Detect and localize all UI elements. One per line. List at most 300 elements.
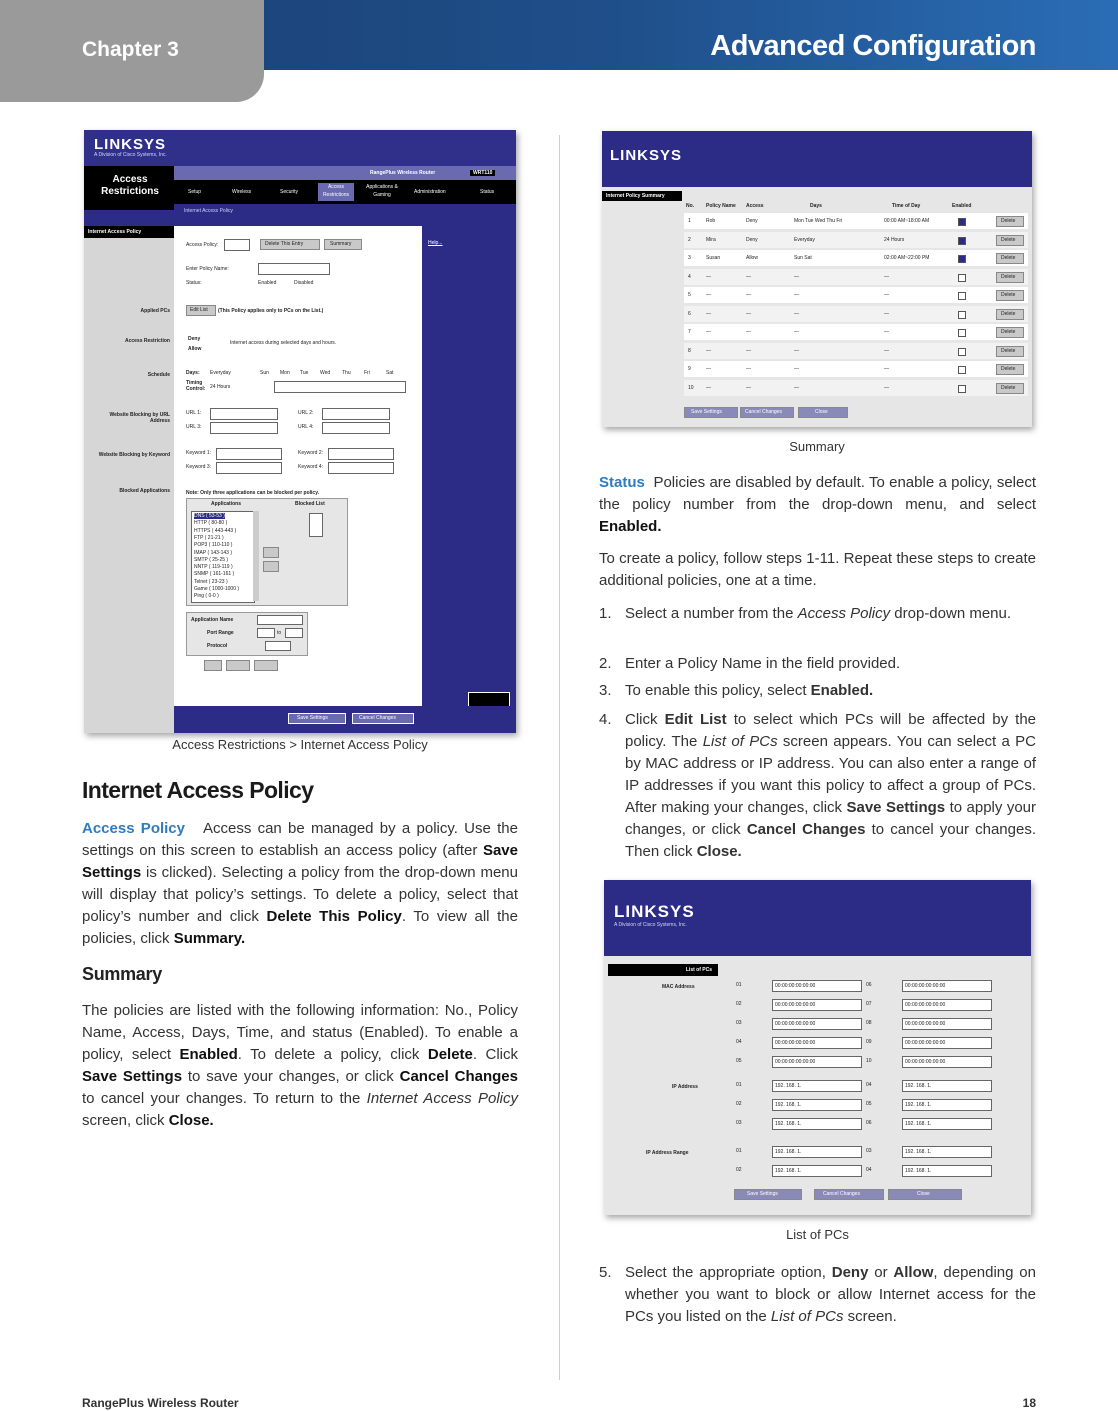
delete-policy-button[interactable] bbox=[996, 235, 1024, 246]
summary-screenshot bbox=[602, 131, 1032, 427]
access-policy-label: Access Policy: bbox=[186, 242, 219, 248]
cell-access: — bbox=[746, 329, 751, 335]
table-row bbox=[684, 232, 1028, 248]
pc-field-value: 192. 168. 1. bbox=[775, 1121, 802, 1127]
applications-table bbox=[186, 498, 348, 606]
cell-time: — bbox=[884, 273, 889, 280]
cell-access: — bbox=[746, 384, 751, 391]
save-settings-button[interactable] bbox=[288, 713, 346, 724]
ip-address-field[interactable] bbox=[902, 1080, 992, 1092]
pc-field-value: 00:00:00:00:00:00 bbox=[775, 1059, 816, 1065]
heading-internet-access-policy: Internet Access Policy bbox=[82, 777, 314, 803]
pc-row-number: 01 bbox=[736, 1148, 742, 1154]
mac-address-field[interactable] bbox=[772, 1037, 862, 1049]
status-bold-enabled: Enabled. bbox=[599, 518, 662, 535]
ip-range-field[interactable] bbox=[902, 1165, 992, 1177]
linksys-logo-sub: A Division of Cisco Systems, Inc. bbox=[94, 152, 167, 158]
label-website-keyword: Website Blocking by Keyword bbox=[98, 452, 170, 458]
edit-list-label: Edit List bbox=[190, 307, 208, 313]
table-row bbox=[684, 213, 1028, 229]
ip-address-label: IP Address bbox=[672, 1084, 698, 1090]
enabled-checkbox[interactable] bbox=[958, 218, 966, 226]
page-title: Access Restrictions bbox=[101, 174, 159, 197]
ip-address-field[interactable] bbox=[902, 1118, 992, 1130]
pcs-topbar bbox=[604, 880, 1031, 956]
hours-24-radio[interactable]: 24 Hours bbox=[210, 384, 231, 390]
step5-number: 5. bbox=[599, 1264, 612, 1281]
cell-time: — bbox=[884, 366, 889, 372]
table-row bbox=[684, 361, 1028, 377]
keyword3-input[interactable] bbox=[216, 462, 282, 474]
enabled-checkbox[interactable] bbox=[958, 385, 966, 393]
cell-days: — bbox=[794, 384, 799, 391]
p2-italic-policy: Internet Access Policy bbox=[366, 1090, 518, 1107]
port-range-label: Port Range bbox=[207, 630, 234, 636]
table-row bbox=[684, 287, 1028, 303]
tab-administration[interactable]: Administration bbox=[414, 189, 446, 195]
deny-radio[interactable]: Deny bbox=[188, 336, 201, 342]
cell-time: — bbox=[884, 347, 889, 354]
model-number: WRT110 bbox=[470, 170, 495, 176]
url3-label: URL 3: bbox=[186, 424, 202, 430]
pc-field-value: 192. 168. 1. bbox=[905, 1083, 932, 1089]
summary-label: Summary bbox=[330, 241, 352, 247]
ip-address-field[interactable] bbox=[772, 1118, 862, 1130]
pc-row-number: 10 bbox=[866, 1058, 872, 1064]
access-policy-lead: Access Policy bbox=[82, 820, 185, 837]
delete-policy-button[interactable] bbox=[996, 216, 1024, 227]
cell-days: — bbox=[794, 292, 799, 298]
delete-custom-button[interactable] bbox=[254, 660, 278, 671]
status-disabled-radio[interactable]: Disabled bbox=[294, 280, 314, 286]
enabled-checkbox[interactable] bbox=[958, 255, 966, 263]
left-section-bar bbox=[84, 226, 174, 238]
application-option[interactable]: HTTPS ( 443-443 ) bbox=[194, 527, 237, 534]
p2-bold-enabled: Enabled bbox=[179, 1046, 238, 1063]
col-policy-name: Policy Name bbox=[706, 203, 736, 209]
day-wed[interactable]: Wed bbox=[320, 370, 331, 376]
pc-field-value: 192. 168. 1. bbox=[905, 1102, 932, 1108]
summary-save-label: Save Settings bbox=[691, 409, 722, 415]
day-mon[interactable]: Mon bbox=[280, 370, 290, 376]
ip-range-label: IP Address Range bbox=[646, 1150, 689, 1156]
pc-row-number: 03 bbox=[736, 1020, 742, 1026]
delete-policy-button[interactable] bbox=[996, 253, 1024, 264]
col-access: Access bbox=[746, 203, 764, 209]
applications-listbox[interactable] bbox=[191, 511, 255, 603]
linksys-logo: LINKSYS bbox=[94, 136, 167, 153]
cell-name: — bbox=[706, 273, 711, 280]
everyday-checkbox[interactable]: Everyday bbox=[210, 370, 231, 376]
subtab-internet-access-policy[interactable]: Internet Access Policy bbox=[184, 208, 233, 214]
apps-header: Applications bbox=[211, 501, 242, 507]
step5-c: or bbox=[868, 1264, 894, 1281]
step4-f: to cancel your changes. Then click bbox=[625, 821, 1036, 860]
delete-policy-button[interactable] bbox=[996, 383, 1024, 394]
delete-policy-button[interactable] bbox=[996, 309, 1024, 320]
tab-status[interactable]: Status bbox=[480, 189, 495, 195]
p2-bold-delete: Delete bbox=[427, 1046, 473, 1063]
enabled-checkbox[interactable] bbox=[958, 348, 966, 356]
cell-name: — bbox=[706, 347, 711, 354]
p2-text-c: . To delete a policy, click bbox=[237, 1046, 428, 1063]
step1-text bbox=[625, 603, 1036, 625]
application-option[interactable]: Game ( 1000-1000 ) bbox=[194, 586, 240, 592]
step1-a: Select a number from the bbox=[625, 605, 798, 622]
allow-radio[interactable]: Allow bbox=[188, 346, 202, 352]
status-enabled-radio[interactable]: Enabled bbox=[258, 280, 277, 286]
cancel-changes-label: Cancel Changes bbox=[359, 715, 396, 721]
pc-row-number: 05 bbox=[736, 1058, 742, 1064]
remove-app-button[interactable] bbox=[263, 561, 279, 572]
enabled-checkbox[interactable] bbox=[958, 237, 966, 245]
application-option[interactable]: SMTP ( 25-25 ) bbox=[194, 556, 229, 563]
keyword1-label: Keyword 1: bbox=[186, 450, 212, 456]
cell-time: — bbox=[884, 384, 889, 391]
add-custom-button[interactable] bbox=[204, 660, 222, 671]
edit-list-note: (This Policy applies only to PCs on the List.) bbox=[218, 308, 324, 314]
summary-button[interactable] bbox=[324, 239, 362, 250]
pc-field-value: 192. 168. 1. bbox=[905, 1149, 932, 1155]
delete-policy-label: Delete bbox=[1001, 236, 1016, 243]
heading-summary: Summary bbox=[82, 964, 162, 984]
label-blocked-apps: Blocked Applications bbox=[119, 488, 170, 494]
step4-bold-edit: Edit List bbox=[664, 711, 727, 728]
step4-d: screen appears. You can select a PC by MAC address or IP address. You can also enter a range of IP addresses if you want this policy to affect a group of PCs. After making your changes, click bbox=[625, 733, 1036, 816]
cell-days: Mon Tue Wed Thu Fri bbox=[794, 218, 843, 224]
keyword4-input[interactable] bbox=[328, 462, 394, 474]
tab-setup[interactable]: Setup bbox=[188, 189, 202, 195]
application-option[interactable]: Telnet ( 23-23 ) bbox=[194, 578, 228, 585]
custom-app-form bbox=[186, 612, 308, 656]
pc-field-value: 192. 168. 1. bbox=[775, 1083, 802, 1089]
cell-name: — bbox=[706, 310, 711, 317]
mac-address-label: MAC Address bbox=[662, 984, 695, 990]
cell-time: 24 Hours bbox=[884, 236, 905, 243]
label-website-url: Website Blocking by URL Address bbox=[109, 412, 170, 424]
product-name: RangePlus Wireless Router bbox=[370, 170, 436, 176]
step2-text: Enter a Policy Name in the field provided. bbox=[625, 655, 901, 672]
delete-entry-label: Delete This Entry bbox=[265, 241, 304, 247]
day-fri[interactable]: Fri bbox=[364, 370, 370, 376]
delete-policy-button[interactable] bbox=[996, 346, 1024, 357]
cell-no: 4 bbox=[688, 273, 691, 280]
step4-number: 4. bbox=[599, 711, 612, 728]
cell-time: 00:00 AM~18:00 AM bbox=[884, 218, 930, 224]
pcs-cancel-label: Cancel Changes bbox=[823, 1191, 860, 1197]
application-option[interactable]: Ping ( 0-0 ) bbox=[194, 593, 219, 600]
pc-field-value: 00:00:00:00:00:00 bbox=[905, 1021, 946, 1027]
app-name-label: Application Name bbox=[191, 617, 234, 623]
pc-row-number: 04 bbox=[866, 1167, 872, 1173]
pc-field-value: 00:00:00:00:00:00 bbox=[775, 1040, 816, 1046]
step5-bold-allow: Allow bbox=[893, 1264, 934, 1281]
mac-address-field[interactable] bbox=[772, 1018, 862, 1030]
step4-italic: List of PCs bbox=[702, 733, 778, 750]
cell-time: 02:00 AM~22:00 PM bbox=[884, 255, 930, 261]
summary-close-button[interactable] bbox=[798, 407, 848, 418]
col-days: Days bbox=[810, 203, 822, 209]
delete-policy-label: Delete bbox=[1001, 310, 1016, 317]
cell-days: — bbox=[794, 366, 799, 372]
step4-bold-save: Save Settings bbox=[846, 799, 946, 816]
pc-row-number: 04 bbox=[866, 1082, 872, 1088]
mac-address-field[interactable] bbox=[902, 980, 992, 992]
cell-access: — bbox=[746, 347, 751, 354]
ip-address-field[interactable] bbox=[902, 1099, 992, 1111]
pcs-close-label: Close bbox=[917, 1191, 930, 1197]
url3-input[interactable] bbox=[210, 422, 278, 434]
step3-bold: Enabled. bbox=[810, 682, 874, 699]
url4-input[interactable] bbox=[322, 422, 390, 434]
col-time: Time of Day bbox=[892, 203, 921, 209]
cell-name: — bbox=[706, 384, 711, 391]
day-sun[interactable]: Sun bbox=[260, 370, 269, 376]
mac-address-field[interactable] bbox=[772, 999, 862, 1011]
cell-name: — bbox=[706, 329, 711, 335]
delete-policy-button[interactable] bbox=[996, 327, 1024, 338]
step2-number: 2. bbox=[599, 655, 612, 672]
pc-row-number: 02 bbox=[736, 1101, 742, 1107]
cell-time: — bbox=[884, 329, 889, 335]
url1-label: URL 1: bbox=[186, 410, 202, 416]
application-option[interactable]: HTTP ( 80-80 ) bbox=[194, 520, 228, 527]
application-option[interactable]: IMAP ( 143-143 ) bbox=[194, 549, 232, 556]
protocol-label: Protocol bbox=[207, 643, 228, 649]
application-option[interactable]: FTP ( 21-21 ) bbox=[194, 534, 224, 541]
pc-field-value: 192. 168. 1. bbox=[775, 1149, 802, 1155]
table-row bbox=[684, 306, 1028, 322]
cell-no: 3 bbox=[688, 255, 691, 261]
cell-days: — bbox=[794, 329, 799, 335]
tab-security[interactable]: Security bbox=[280, 189, 299, 195]
modify-custom-button[interactable] bbox=[226, 660, 250, 671]
step5-d: , depending on whether you want to block or allow Internet access for the PCs you listed on the bbox=[625, 1264, 1036, 1325]
delete-policy-button[interactable] bbox=[996, 272, 1024, 283]
enabled-checkbox[interactable] bbox=[958, 329, 966, 337]
cell-access: — bbox=[746, 310, 751, 317]
step4-e: to apply your changes, or click bbox=[625, 799, 1036, 838]
edit-list-button[interactable] bbox=[186, 305, 216, 316]
cell-name: — bbox=[706, 292, 711, 298]
delete-entry-button[interactable] bbox=[260, 239, 320, 250]
label-schedule: Schedule bbox=[147, 372, 170, 378]
port-end-input[interactable] bbox=[285, 628, 303, 638]
cell-no: 6 bbox=[688, 310, 691, 317]
pc-field-value: 192. 168. 1. bbox=[775, 1102, 802, 1108]
table-row bbox=[684, 250, 1028, 266]
step4-bold-cancel: Cancel Changes bbox=[746, 821, 866, 838]
time-range-selects[interactable] bbox=[274, 381, 406, 393]
step5-a: Select the appropriate option, bbox=[625, 1264, 832, 1281]
pc-row-number: 03 bbox=[736, 1120, 742, 1126]
delete-policy-label: Delete bbox=[1001, 384, 1016, 391]
cell-time: — bbox=[884, 292, 889, 298]
mac-address-field[interactable] bbox=[902, 999, 992, 1011]
delete-policy-label: Delete bbox=[1001, 292, 1016, 298]
cell-access: Allow bbox=[746, 255, 758, 261]
pcs-cancel-button[interactable] bbox=[814, 1189, 884, 1200]
col-no: No. bbox=[686, 203, 695, 209]
help-column bbox=[422, 226, 516, 706]
keyword1-input[interactable] bbox=[216, 448, 282, 460]
pcs-linksys-sub: A Division of Cisco Systems, Inc. bbox=[614, 922, 687, 928]
pc-row-number: 02 bbox=[736, 1167, 742, 1173]
applications-scrollbar[interactable] bbox=[253, 511, 259, 601]
bottom-button-bar bbox=[174, 706, 516, 733]
delete-policy-button[interactable] bbox=[996, 290, 1024, 301]
enabled-checkbox[interactable] bbox=[958, 292, 966, 300]
step1-b: drop-down menu. bbox=[890, 605, 1012, 622]
left-section-title: Internet Access Policy bbox=[88, 229, 142, 235]
tab-access-restrictions[interactable]: Access Restrictions bbox=[318, 183, 354, 201]
cancel-changes-button[interactable] bbox=[352, 713, 414, 724]
p2-bold-save: Save Settings bbox=[82, 1068, 183, 1085]
mac-address-field[interactable] bbox=[902, 1056, 992, 1068]
pcs-save-label: Save Settings bbox=[747, 1191, 778, 1197]
application-option[interactable]: NNTP ( 119-119 ) bbox=[194, 564, 233, 571]
delete-policy-label: Delete bbox=[1001, 255, 1016, 261]
blocked-listbox[interactable] bbox=[309, 513, 323, 537]
app-name-input[interactable] bbox=[257, 615, 303, 625]
url1-input[interactable] bbox=[210, 408, 278, 420]
cell-access: — bbox=[746, 366, 751, 372]
section-title: Advanced Configuration bbox=[710, 30, 1036, 62]
mac-address-field[interactable] bbox=[902, 1037, 992, 1049]
help-link[interactable]: Help... bbox=[428, 240, 443, 246]
ip-range-field[interactable] bbox=[902, 1146, 992, 1158]
pcs-save-button[interactable] bbox=[734, 1189, 802, 1200]
add-app-button[interactable] bbox=[263, 547, 279, 558]
access-policy-select[interactable] bbox=[224, 239, 250, 251]
cell-no: 9 bbox=[688, 366, 691, 372]
p1-bold-summary: Summary. bbox=[173, 930, 246, 947]
delete-policy-label: Delete bbox=[1001, 273, 1016, 280]
p2-text-d: . Click bbox=[472, 1046, 518, 1063]
cell-days: — bbox=[794, 310, 799, 317]
pcs-close-button[interactable] bbox=[888, 1189, 962, 1200]
summary-linksys-logo: LINKSYS bbox=[610, 147, 683, 164]
keyword2-input[interactable] bbox=[328, 448, 394, 460]
mac-address-field[interactable] bbox=[772, 1056, 862, 1068]
protocol-select[interactable] bbox=[265, 641, 291, 651]
p1-text-a: Access can be managed by a policy. Use the settings on this screen to establish an access policy (after bbox=[82, 820, 518, 859]
cell-name: Mira bbox=[706, 236, 716, 243]
mac-address-field[interactable] bbox=[772, 980, 862, 992]
day-tue[interactable]: Tue bbox=[300, 370, 309, 376]
ip-range-field[interactable] bbox=[772, 1165, 862, 1177]
product-bar bbox=[174, 166, 516, 180]
day-sat[interactable]: Sat bbox=[386, 370, 394, 376]
ip-range-field[interactable] bbox=[772, 1146, 862, 1158]
blocked-note: Note: Only three applications can be blocked per policy. bbox=[186, 490, 319, 496]
page-title-block bbox=[84, 166, 174, 210]
enabled-checkbox[interactable] bbox=[958, 366, 966, 374]
tab-wireless[interactable]: Wireless bbox=[232, 189, 252, 195]
url2-input[interactable] bbox=[322, 408, 390, 420]
pc-field-value: 192. 168. 1. bbox=[905, 1168, 932, 1174]
url4-label: URL 4: bbox=[298, 424, 314, 430]
footer-page-number: 18 bbox=[1022, 1396, 1036, 1410]
summary-cancel-button[interactable] bbox=[740, 407, 794, 418]
caption-list-of-pcs: List of PCs bbox=[786, 1227, 849, 1242]
pc-field-value: 192. 168. 1. bbox=[905, 1121, 932, 1127]
access-policy-paragraph bbox=[82, 818, 518, 950]
ip-address-field[interactable] bbox=[772, 1099, 862, 1111]
p2-bold-close: Close. bbox=[168, 1112, 214, 1129]
pcs-left-bar bbox=[608, 964, 718, 976]
cell-no: 2 bbox=[688, 236, 691, 243]
delete-policy-label: Delete bbox=[1001, 347, 1016, 354]
pc-field-value: 192. 168. 1. bbox=[775, 1168, 802, 1174]
step5-text bbox=[625, 1262, 1036, 1328]
pc-row-number: 06 bbox=[866, 1120, 872, 1126]
enabled-checkbox[interactable] bbox=[958, 274, 966, 282]
mac-address-field[interactable] bbox=[902, 1018, 992, 1030]
application-option[interactable]: SNMP ( 161-161 ) bbox=[194, 571, 235, 578]
pc-field-value: 00:00:00:00:00:00 bbox=[775, 983, 816, 989]
table-row bbox=[684, 269, 1028, 285]
cell-days: Everyday bbox=[794, 236, 815, 243]
policy-name-input[interactable] bbox=[258, 263, 330, 275]
cell-days: — bbox=[794, 273, 799, 280]
pc-field-value: 00:00:00:00:00:00 bbox=[905, 1059, 946, 1065]
step3-text bbox=[625, 680, 1036, 702]
port-start-input[interactable] bbox=[257, 628, 275, 638]
application-option[interactable]: POP3 ( 110-110 ) bbox=[194, 542, 233, 549]
keyword2-label: Keyword 2: bbox=[298, 450, 324, 456]
pc-field-value: 00:00:00:00:00:00 bbox=[775, 1021, 816, 1027]
access-restrictions-screenshot bbox=[84, 130, 516, 733]
cell-access: Deny bbox=[746, 218, 758, 224]
pc-row-number: 01 bbox=[736, 982, 742, 988]
step3-number: 3. bbox=[599, 682, 612, 699]
step4-bold-close: Close. bbox=[696, 843, 742, 860]
p2-text-g: screen, click bbox=[82, 1112, 169, 1129]
status-text: Policies are disabled by default. To enable a policy, select the policy number from the drop-down menu, and select bbox=[599, 474, 1036, 513]
policy-name-label: Enter Policy Name: bbox=[186, 266, 229, 272]
cell-name: Rob bbox=[706, 218, 716, 224]
summary-cancel-label: Cancel Changes bbox=[745, 409, 782, 415]
days-label: Days: bbox=[186, 370, 200, 376]
delete-policy-button[interactable] bbox=[996, 364, 1024, 375]
summary-close-label: Close bbox=[815, 409, 828, 415]
cell-no: 1 bbox=[688, 218, 691, 224]
p1-bold-delete: Delete This Policy bbox=[266, 908, 402, 925]
status-lead: Status bbox=[599, 474, 645, 491]
day-thu[interactable]: Thu bbox=[342, 370, 351, 376]
left-label-column bbox=[84, 226, 174, 733]
keyword4-label: Keyword 4: bbox=[298, 464, 324, 470]
column-divider bbox=[559, 135, 560, 1380]
keyword3-label: Keyword 3: bbox=[186, 464, 212, 470]
enabled-checkbox[interactable] bbox=[958, 311, 966, 319]
pc-row-number: 04 bbox=[736, 1039, 742, 1045]
summary-save-button[interactable] bbox=[684, 407, 738, 418]
ip-address-field[interactable] bbox=[772, 1080, 862, 1092]
tab-applications-gaming[interactable]: Applications & Gaming bbox=[366, 184, 398, 198]
cell-no: 8 bbox=[688, 347, 691, 354]
save-settings-label: Save Settings bbox=[297, 715, 328, 721]
step4-c: to select which PCs will be affected by the policy. The bbox=[625, 711, 1036, 750]
label-access-restriction: Access Restriction bbox=[124, 338, 170, 344]
step4-text bbox=[625, 709, 1036, 863]
pc-row-number: 02 bbox=[736, 1001, 742, 1007]
application-option[interactable]: DNS ( 53-53 ) bbox=[194, 513, 225, 519]
summary-table bbox=[684, 201, 1028, 401]
cell-time: — bbox=[884, 310, 889, 317]
step1-number: 1. bbox=[599, 605, 612, 622]
